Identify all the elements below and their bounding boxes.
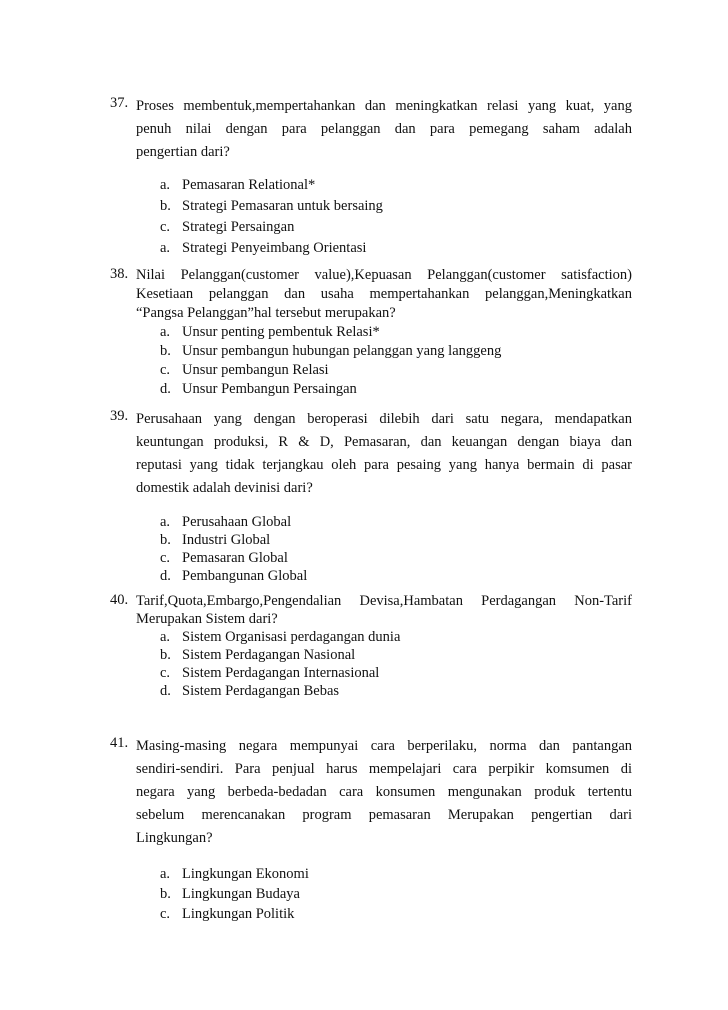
question-line: sebelum merencanakan program pemasaran Merupakan pengertian dari [136, 807, 632, 823]
question-line: Proses membentuk,mempertahankan dan meningkatkan relasi yang kuat, yang [136, 98, 632, 114]
question-line: pengertian dari? [136, 144, 230, 160]
question-line: Perusahaan yang dengan beroperasi dilebih dari satu negara, mendapatkan [136, 411, 632, 427]
answer-options [160, 628, 632, 700]
answer-option: b. Unsur pembangun hubungan pelanggan yang langgeng [160, 343, 502, 359]
question-text [136, 408, 632, 500]
answer-option: b. Strategi Pemasaran untuk bersaing [160, 198, 383, 214]
answer-option: a. Strategi Penyeimbang Orientasi [160, 240, 367, 256]
question-text [136, 266, 632, 323]
question-number: 41. [110, 735, 129, 751]
question-number: 40. [110, 592, 129, 608]
question-line: Tarif,Quota,Embargo,Pengendalian Devisa,Hambatan Perdagangan Non-Tarif [136, 593, 632, 609]
question-41 [110, 735, 632, 924]
question-line: Masing-masing negara mempunyai cara berperilaku, norma dan pantangan [136, 738, 632, 754]
question-line: Lingkungan? [136, 830, 213, 846]
question-38 [110, 266, 632, 399]
question-number: 37. [110, 95, 129, 111]
question-37 [110, 95, 632, 259]
question-line: keuntungan produksi, R & D, Pemasaran, dan keuangan dengan biaya dan [136, 434, 632, 450]
question-text [136, 735, 632, 850]
answer-option: a. Pemasaran Relational* [160, 177, 316, 193]
answer-option: c. Lingkungan Politik [160, 906, 295, 922]
question-line: Merupakan Sistem dari? [136, 611, 278, 627]
question-text [136, 592, 632, 628]
question-text [136, 95, 632, 164]
answer-option: c. Pemasaran Global [160, 550, 288, 566]
answer-options [160, 513, 632, 585]
question-line: reputasi yang tidak terjangkau oleh para pesaing yang hanya bermain di pasar [136, 457, 632, 473]
answer-option: b. Lingkungan Budaya [160, 886, 300, 902]
question-line: domestik adalah devinisi dari? [136, 480, 313, 496]
answer-option: c. Unsur pembangun Relasi [160, 362, 329, 378]
question-line: Nilai Pelanggan(customer value),Kepuasan Pelanggan(customer satisfaction) [136, 267, 632, 283]
answer-option: a. Lingkungan Ekonomi [160, 866, 309, 882]
answer-options [160, 175, 632, 259]
answer-option: d. Pembangunan Global [160, 568, 308, 584]
answer-option: a. Perusahaan Global [160, 514, 292, 530]
question-number: 38. [110, 266, 129, 282]
answer-option: c. Sistem Perdagangan Internasional [160, 665, 380, 681]
answer-option: b. Sistem Perdagangan Nasional [160, 647, 356, 663]
question-line: Kesetiaan pelanggan dan usaha mempertahankan pelanggan,Meningkatkan [136, 286, 632, 302]
answer-option: b. Industri Global [160, 532, 271, 548]
answer-option: a. Unsur penting pembentuk Relasi* [160, 324, 380, 340]
answer-options [160, 323, 632, 399]
question-line: sendiri-sendiri. Para penjual harus mempelajari cara perpikir komsumen di [136, 761, 632, 777]
answer-option: c. Strategi Persaingan [160, 219, 295, 235]
question-40 [110, 592, 632, 700]
answer-option: d. Unsur Pembangun Persaingan [160, 381, 357, 397]
answer-option: d. Sistem Perdagangan Bebas [160, 683, 340, 699]
answer-option: a. Sistem Organisasi perdagangan dunia [160, 629, 401, 645]
question-line: penuh nilai dengan para pelanggan dan para pemegang saham adalah [136, 121, 632, 137]
question-39 [110, 408, 632, 585]
question-line: negara yang berbeda-bedadan cara konsumen mengunakan produk tertentu [136, 784, 632, 800]
answer-options [160, 864, 632, 924]
question-line: “Pangsa Pelanggan”hal tersebut merupakan? [136, 305, 396, 321]
question-number: 39. [110, 408, 129, 424]
